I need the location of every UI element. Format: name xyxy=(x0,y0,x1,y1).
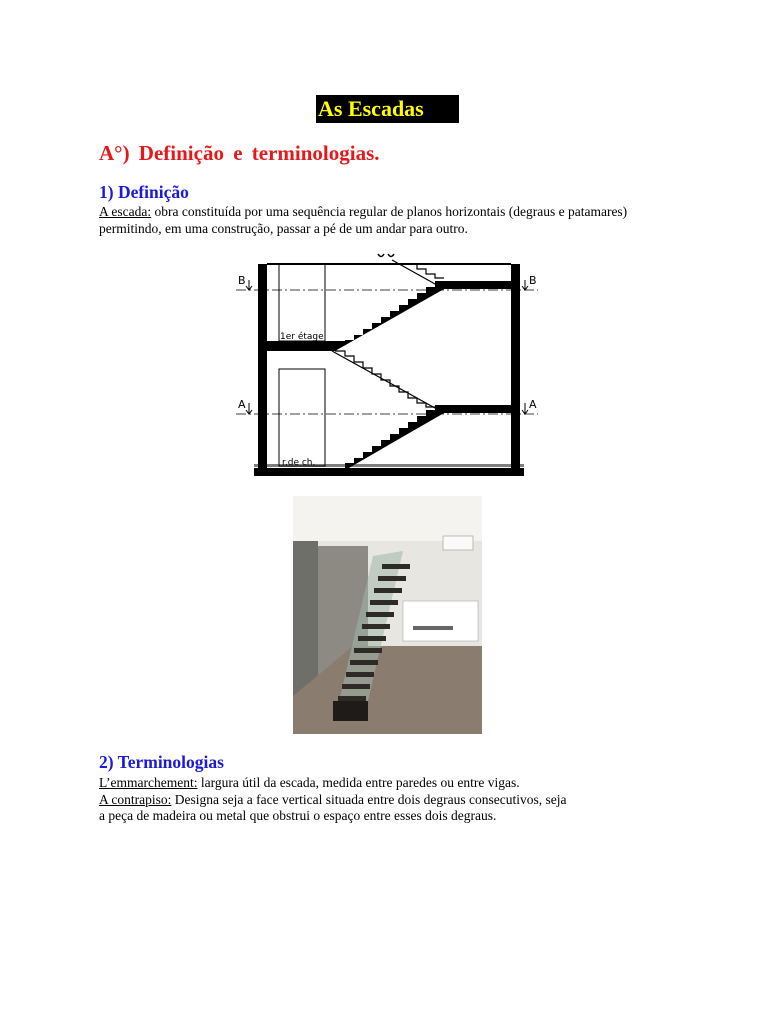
photo-window xyxy=(403,601,478,641)
label-first-floor: 1er étage xyxy=(280,332,324,342)
arrow-a-right xyxy=(522,403,528,414)
cut-marks xyxy=(378,254,394,257)
left-wall xyxy=(258,264,267,476)
first-floor-slab-left xyxy=(267,341,335,351)
photo-skylight xyxy=(443,536,473,550)
right-wall xyxy=(511,264,520,476)
middle-flight-stairs xyxy=(335,351,435,407)
definition-heading: 1) Definição xyxy=(99,182,189,202)
terminology-item-2 xyxy=(99,791,566,808)
arrow-b-left xyxy=(246,280,252,290)
arrow-b-right xyxy=(522,280,528,290)
definition-text: obra constituída por uma sequência regular de planos horizontais (degraus e patamares) xyxy=(151,204,628,219)
section-heading: A°) Definição e terminologias. xyxy=(99,141,380,165)
label-ground-floor: r.de ch. xyxy=(282,458,316,468)
photo-stair-base xyxy=(333,701,368,721)
label-b-right: B xyxy=(529,274,537,287)
landing-slab-right xyxy=(444,405,511,413)
document-title: As Escadas xyxy=(316,95,459,123)
terminology-item-1 xyxy=(99,774,520,791)
photo-ceiling xyxy=(293,496,482,541)
definition-term: A escada: xyxy=(99,204,152,219)
upper-door xyxy=(279,264,325,341)
label-a-right: A xyxy=(529,398,537,411)
label-b-left: B xyxy=(238,274,246,287)
ground-slab xyxy=(254,468,524,476)
terminology-item-2-line-2: a peça de madeira ou metal que obstrui o espaço entre esses dois degraus. xyxy=(99,808,497,823)
staircase-section-diagram xyxy=(232,250,542,480)
arrow-a-left xyxy=(246,403,252,414)
upper-flight-stairs xyxy=(335,281,444,351)
definition-line-2: permitindo, em uma construção, passar a pé de um andar para outro. xyxy=(99,221,468,236)
middle-flight-stringer xyxy=(332,351,444,413)
terminology-term-2: A contrapiso: xyxy=(99,792,172,807)
photo-table xyxy=(413,626,453,630)
label-a-left: A xyxy=(238,398,246,411)
definition-line-1 xyxy=(99,203,627,220)
terminologies-heading: 2) Terminologias xyxy=(99,752,224,772)
terminology-text-1: largura útil da escada, medida entre paredes ou entre vigas. xyxy=(197,775,520,790)
second-floor-slab-right xyxy=(444,281,511,289)
terminology-text-2: Designa seja a face vertical situada entre dois degraus consecutivos, seja xyxy=(171,792,567,807)
lower-door xyxy=(279,369,325,466)
staircase-photo xyxy=(293,496,482,734)
terminology-term-1: L’emmarchement: xyxy=(99,775,198,790)
